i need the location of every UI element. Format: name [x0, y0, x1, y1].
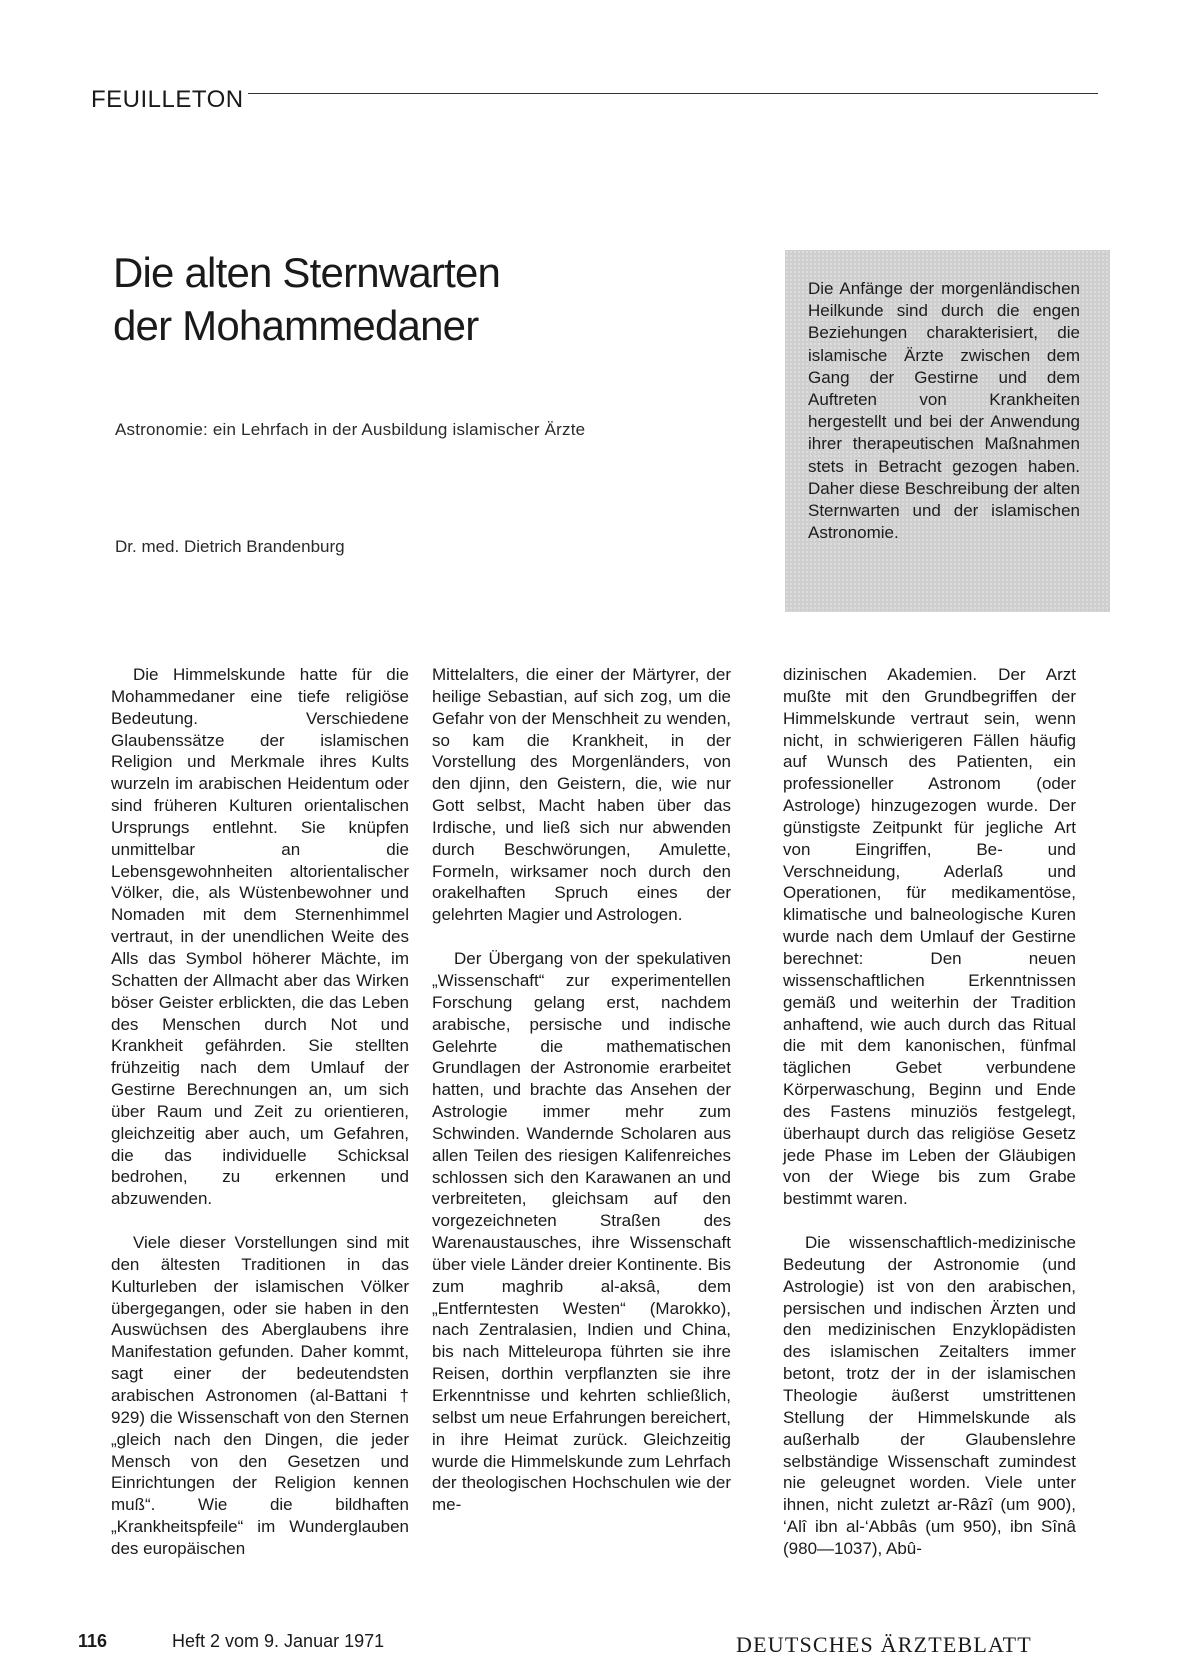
text-column-1	[111, 664, 409, 1560]
article-title-line-2: der Mohammedaner	[113, 302, 479, 349]
journal-name: DEUTSCHES ÄRZTEBLATT	[736, 1632, 1032, 1657]
article-subtitle: Astronomie: ein Lehrfach in der Ausbildung islamischer Ärzte	[115, 420, 586, 439]
paragraph: Mittelalters, die einer der Märtyrer, der heilige Sebastian, auf sich zog, um die Gefahr von der Menschheit zu wenden, so kam die Krankheit, in der Vorstellung des Morgenländers, von den djinn, den Geistern, die, wie nur Gott selbst, Macht haben über das Irdische, und ließ sich nur abwenden durch Beschwörungen, Amulette, Formeln, wirksamer noch durch den orakelhaften Spruch eines der gelehrten Magier und Astrologen.	[432, 665, 731, 925]
paragraph: dizinischen Akademien. Der Arzt mußte mit den Grundbegriffen der Himmelskunde vertraut sein, wenn nicht, in schwierigeren Fällen häufig auf Wunsch des Patienten, ein professioneller Astronom (oder Astrologe) hinzugezogen wurde. Der günstigste Zeitpunkt für jegliche Art von Eingriffen, Be- und Verschneidung, Aderlaß und Operationen, für medikamentöse, klimatische und balneologische Kuren wurde nach dem Umlauf der Gestirne berechnet: Den neuen wissenschaftlichen Erkenntnissen gemäß und weiterhin der Tradition anhaftend, wie auch durch das Ritual die mit dem kanonischen, fünfmal täglichen Gebet verbundene Körperwaschung, Beginn und Ende des Fastens minuziös festgelegt, überhaupt durch das religiöse Gesetz jede Phase im Leben der Gläubigen von der Wiege bis zum Grabe bestimmt waren.	[783, 665, 1076, 1209]
text-column-2	[432, 664, 731, 1516]
paragraph: Die Himmelskunde hatte für die Mohammedaner eine tiefe religiöse Bedeutung. Verschiedene Glaubenssätze der islamischen Religion und Merkmale ihres Kults wurzeln im arabischen Heidentum oder sind früheren Kulturen orientalischen Ursprungs entlehnt. Sie knüpfen unmittelbar an die Lebensgewohnheiten altorientalischer Völker, die, als Wüstenbewohner und Nomaden mit dem Sternenhimmel vertraut, in der unendlichen Weite des Alls das Symbol höherer Mächte, im Schatten der Allmacht aber das Wirken böser Geister erblickten, die das Leben des Menschen durch Not und Krankheit gefährden. Sie stellten frühzeitig nach dem Umlauf der Gestirne Berechnungen an, um sich über Raum und Zeit zu orientieren, gleichzeitig aber auch, um Gefahren, die das individuelle Schicksal bedrohen, zu erkennen und abzuwenden.	[111, 665, 409, 1209]
article-title	[113, 246, 500, 352]
paragraph: Die wissenschaftlich-medizinische Bedeutung der Astronomie (und Astrologie) ist von den arabischen, persischen und indischen Ärzten und den medizinischen Enzyklopädisten des islamischen Zeitalters immer betont, trotz der in der islamischen Theologie äußerst umstrittenen Stellung der Himmelskunde als außerhalb der Glaubenslehre selbständige Wissenschaft zumindest nie geleugnet worden. Viele unter ihnen, nicht zuletzt ar-Râzî (um 900), ‘Alî ibn al-‘Abbâs (um 950), ibn Sînâ (980—1037), Abû-	[783, 1233, 1076, 1558]
abstract-text: Die Anfänge der morgenländischen Heilkunde sind durch die engen Beziehungen charakterisiert, die islamische Ärzte zwischen dem Gang der Gestirne und dem Auftreten von Krankheiten hergestellt und bei der Anwendung ihrer therapeutischen Maßnahmen stets in Betracht gezogen haben. Daher diese Beschreibung der alten Sternwarten und der islamischen Astronomie.	[808, 279, 1080, 543]
article-author: Dr. med. Dietrich Brandenburg	[115, 537, 345, 556]
section-rule	[248, 93, 1098, 94]
article-title-line-1: Die alten Sternwarten	[113, 249, 501, 296]
paragraph: Viele dieser Vorstellungen sind mit den ältesten Traditionen in das Kulturleben der islamischen Völker übergegangen, oder sie haben in den Auswüchsen des Aberglaubens ihre Manifestation gefunden. Daher kommt, sagt einer der bedeutendsten arabischen Astronomen (al-Battani † 929) die Wissenschaft von den Sternen „gleich nach den Dingen, die jeder Mensch von den Gesetzen und Einrichtungen der Religion kennen muß“. Wie die bildhaften „Krankheitspfeile“ im Wunderglauben des europäischen	[111, 1233, 409, 1558]
text-column-3	[783, 664, 1076, 1560]
issue-info: Heft 2 vom 9. Januar 1971	[172, 1631, 385, 1651]
page-number: 116	[78, 1631, 108, 1651]
section-label: FEUILLETON	[91, 86, 244, 113]
paragraph: Der Übergang von der spekulativen „Wissenschaft“ zur experimentellen Forschung gelang erst, nachdem arabische, persische und indische Gelehrte die mathematischen Grundlagen der Astronomie erarbeitet hatten, und brachte das Ansehen der Astrologie immer mehr zum Schwinden. Wandernde Scholaren aus allen Teilen des riesigen Kalifenreiches schlossen sich den Karawanen an und verbreiteten, gleichsam auf den vorgezeichneten Straßen des Warenaustausches, ihre Wissenschaft über viele Länder dreier Kontinente. Bis zum maghrib al-aksâ, dem „Entferntesten Westen“ (Marokko), nach Zentralasien, Indien und China, bis nach Mitteleuropa führten sie ihre Reisen, dorthin verpflanzten sie ihre Erkenntnisse und kehrten schließlich, selbst um neue Erfahrungen bereichert, in ihre Heimat zurück. Gleichzeitig wurde die Himmelskunde zum Lehrfach der theologischen Hochschulen wie der me-	[432, 949, 731, 1515]
